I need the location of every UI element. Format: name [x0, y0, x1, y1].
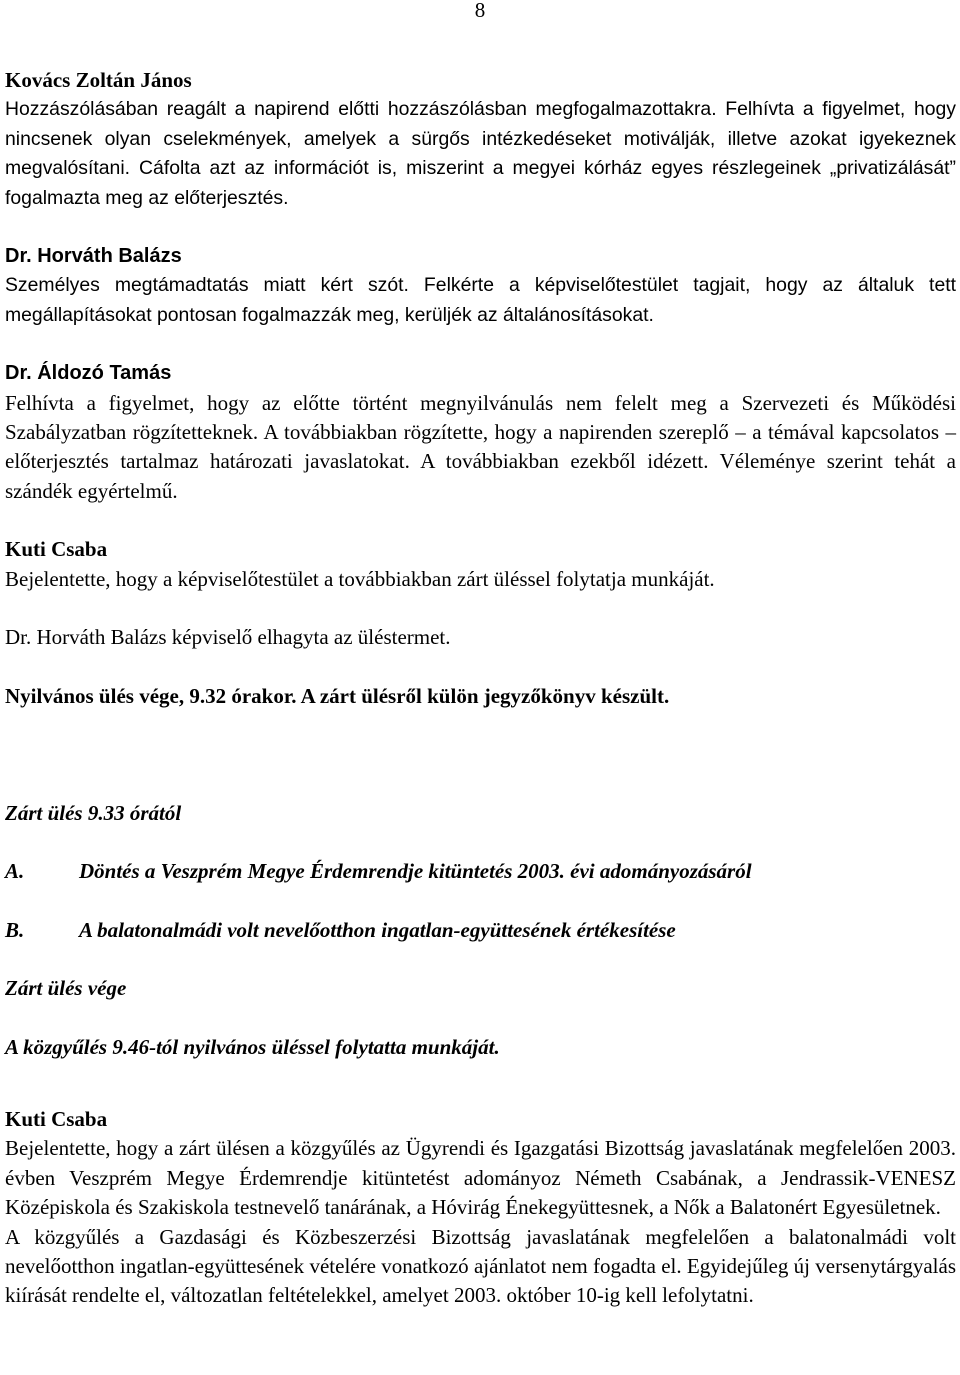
document-body: [5, 66, 956, 1311]
closed-session-end: Zárt ülés vége: [5, 976, 127, 1001]
spacer: [5, 213, 956, 242]
speaker-horvath: Dr. Horváth Balázs: [5, 245, 182, 268]
agenda-letter: A.: [5, 859, 25, 884]
agenda-item-a: [5, 857, 956, 886]
assembly-continues: A közgyűlés 9.46-tól nyilvános üléssel folytatta munkáját.: [5, 1034, 500, 1059]
paragraph-aldozo: Felhívta a figyelmet, hogy az előtte történt megnyilvánulás nem felelt meg a Szervezeti és Működési Szabályzatban rögzítetteknek. A továbbiakban rögzítette, hogy a napirenden szereplő – a témával kapcsolatos – előterjesztés tartalmaz határozati javaslatokat. A továbbiakban ezekből idézett. Véleménye szerint tehát a szándék egyértelmű.: [5, 390, 956, 503]
paragraph-horvath-left: Dr. Horváth Balázs képviselő elhagyta az üléstermet.: [5, 625, 451, 650]
page-number: 8: [474, 0, 486, 22]
spacer: [5, 1004, 956, 1033]
closed-session-start: Zárt ülés 9.33 órától: [5, 800, 182, 825]
paragraph-kovacs: Hozzászólásában reagált a napirend előtti hozzászólásban megfogalmazottakra. Felhívta a figyelmet, hogy nincsenek olyan cselekmények, amelyek a sürgős intézkedéseket motiválják, illetve azokat igyekeznek megvalósítani. Cáfolta azt az információt is, miszerint a megyei kórház egyes részlegeinek „privatizálását” fogalmazta meg az előterjesztés.: [5, 98, 956, 209]
paragraph-kuti-2b: A közgyűlés a Gazdasági és Közbeszerzési Bizottság javaslatának megfelelően a balatonalmádi volt nevelőotthon ingatlan-együttesének vételére vonatkozó ajánlatot nem fogadta el. Egyidejűleg új versenytárgyalás kiírását rendelte el, változatlan feltételekkel, amelyet 2003. október 10-ig kell lefolytatni.: [5, 1224, 956, 1308]
spacer: [5, 711, 956, 799]
public-session-end: Nyilvános ülés vége, 9.32 órakor. A zárt ülésről külön jegyzőkönyv készült.: [5, 683, 670, 708]
spacer: [5, 887, 956, 916]
spacer: [5, 828, 956, 857]
speaker-kuti-2: Kuti Csaba: [5, 1106, 108, 1131]
paragraph-kuti-2a: Bejelentette, hogy a zárt ülésen a közgyűlés az Ügyrendi és Igazgatási Bizottság javaslatának megfelelően 2003. évben Veszprém Megye Érdemrendje kitüntetést adományoz Németh Csabának, a Jendrassik-VENESZ Középiskola és Szakiskola testnevelő tanárának, a Hóvirág Énekegyüttesnek, a Nők a Balatonért Egyesületnek.: [5, 1136, 956, 1220]
speaker-aldozo: Dr. Áldozó Tamás: [5, 362, 172, 385]
agenda-letter: B.: [5, 917, 25, 942]
spacer: [5, 945, 956, 974]
agenda-item-b: [5, 916, 956, 945]
agenda-text: Döntés a Veszprém Megye Érdemrendje kitüntetés 2003. évi adományozásáról: [79, 859, 752, 884]
agenda-text: A balatonalmádi volt nevelőotthon ingatlan-együttesének értékesítése: [79, 917, 676, 942]
spacer: [5, 506, 956, 535]
speaker-kuti-1: Kuti Csaba: [5, 537, 108, 562]
spacer: [5, 653, 956, 682]
spacer: [5, 330, 956, 359]
spacer: [5, 594, 956, 623]
paragraph-kuti-1: Bejelentette, hogy a képviselőtestület a továbbiakban zárt üléssel folytatja munkáját.: [5, 566, 715, 591]
paragraph-horvath: Személyes megtámadtatás miatt kért szót. Felkérte a képviselőtestület tagjait, hogy az általuk tett megállapításokat pontosan fogalmazzák meg, kerüljék az általánosításokat.: [5, 274, 956, 326]
speaker-kovacs: Kovács Zoltán János: [5, 68, 192, 92]
spacer: [5, 1062, 956, 1105]
